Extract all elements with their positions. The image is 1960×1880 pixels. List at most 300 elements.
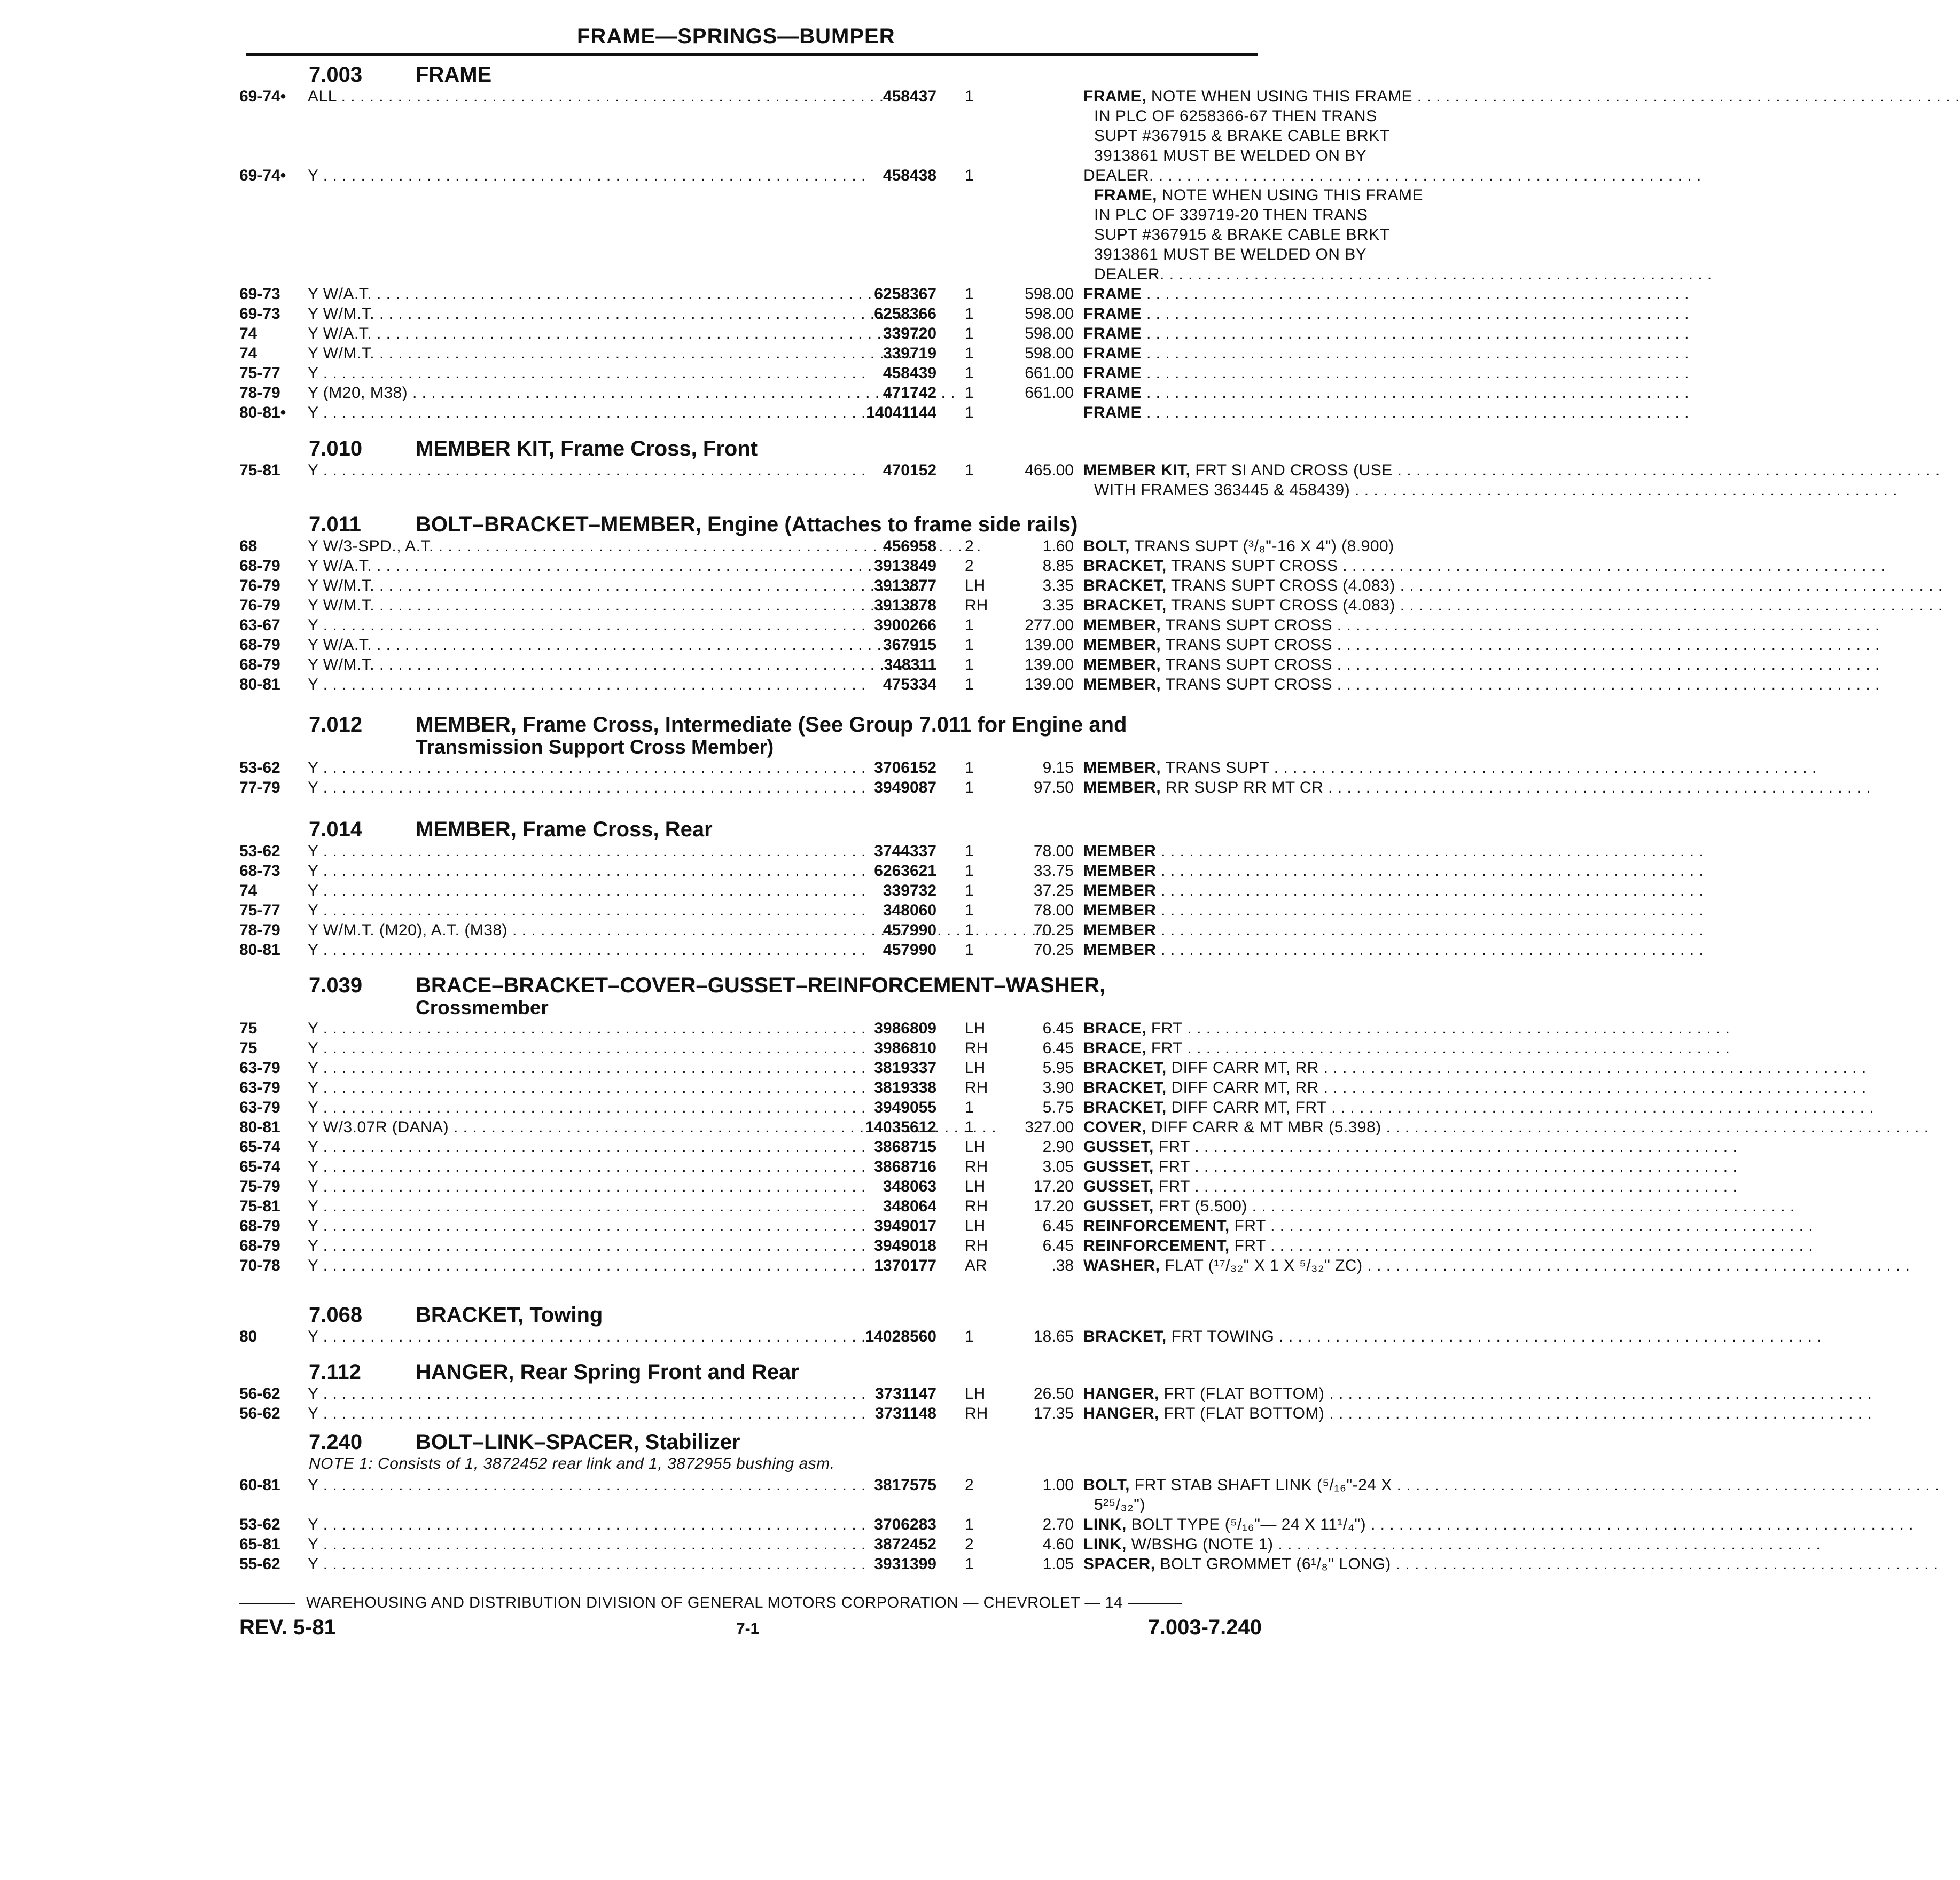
part-number: 3817575 [874, 1476, 936, 1494]
model-text: Y [308, 759, 318, 777]
year-range: 80 [239, 1328, 257, 1345]
part-number: 3913849 [874, 557, 936, 575]
section-note: NOTE 1: Consists of 1, 3872452 rear link and 1, 3872955 bushing asm. [309, 1455, 835, 1472]
list-price: 26.50 [1033, 1385, 1074, 1403]
section-number: 7.014 [309, 818, 363, 841]
model-text: ALL [308, 88, 337, 105]
part-number: 3986809 [874, 1020, 936, 1037]
section-heading [239, 818, 1265, 842]
model-text: Y [308, 842, 318, 860]
description-text: FRT [1229, 1237, 1266, 1255]
description-text: TRANS SUPT CROSS [1161, 656, 1332, 673]
model-application [308, 1476, 829, 1494]
footer-division-line [239, 1594, 1265, 1616]
description-text: DEALER. [1094, 265, 1165, 283]
part-row [239, 779, 1324, 798]
part-description [1094, 226, 1489, 244]
description-keyword: BRACKET, [1083, 597, 1167, 614]
description-text: TRANS SUPT CROSS (4.083) [1166, 577, 1395, 594]
description-text: SUPT #367915 & BRAKE CABLE BRKT [1094, 226, 1390, 244]
description-text: BOLT GROMMET (6¹/₈" LONG) [1155, 1555, 1391, 1573]
section-7-003 [239, 63, 1423, 424]
model-text: Y W/3.07R (DANA) [308, 1118, 449, 1136]
part-description [1083, 1178, 1489, 1196]
model-application [308, 1328, 829, 1346]
description-text: FRT [1153, 1138, 1190, 1156]
year-range: 80-81• [239, 404, 286, 421]
part-description [1083, 1197, 1489, 1216]
list-price: 70.25 [1033, 941, 1074, 959]
section-7-112 [239, 1360, 1325, 1424]
quantity: AR [965, 1257, 987, 1274]
year-range: 68-79 [239, 636, 280, 654]
year-range: 69-73 [239, 305, 280, 323]
list-price: 139.00 [1025, 636, 1074, 654]
section-number: 7.112 [309, 1360, 361, 1384]
description-text: FLAT (¹⁷/₃₂" X 1 X ⁵/₃₂" ZC) [1160, 1257, 1363, 1274]
year-range: 74 [239, 325, 257, 342]
part-description [1094, 186, 1489, 205]
list-price: 139.00 [1025, 656, 1074, 673]
quantity: 1 [965, 285, 974, 303]
model-application [308, 1020, 829, 1038]
part-row [239, 537, 1394, 557]
year-range: 63-79 [239, 1079, 280, 1096]
model-application [308, 1555, 829, 1573]
description-text: TRANS SUPT CROSS [1161, 616, 1332, 634]
part-row [239, 882, 1265, 902]
part-number: 3731147 [874, 1385, 936, 1403]
part-description [1083, 779, 1489, 797]
part-description [1083, 902, 1489, 920]
model-application [308, 1217, 829, 1235]
part-number: 3913878 [874, 597, 936, 614]
description-continuation [239, 265, 1265, 285]
year-range: 80-81 [239, 676, 280, 693]
year-range: 76-79 [239, 597, 280, 614]
description-keyword: MEMBER [1083, 902, 1157, 919]
description-keyword: MEMBER [1083, 842, 1157, 860]
model-application [308, 1059, 829, 1077]
list-price: 3.35 [1042, 597, 1074, 614]
section-7-011 [239, 513, 1395, 695]
quantity: 1 [965, 1328, 974, 1345]
part-description [1083, 676, 1489, 694]
description-keyword: HANGER, [1083, 1385, 1159, 1403]
quantity: RH [965, 1197, 988, 1215]
model-text: Y [308, 1237, 318, 1255]
part-description [1083, 344, 1489, 363]
part-row [239, 557, 1338, 577]
part-row [239, 1138, 1265, 1158]
model-application [308, 1536, 829, 1554]
quantity: 2 [965, 557, 974, 575]
model-text: Y W/M.T. [308, 577, 375, 594]
year-range: 75-77 [239, 902, 280, 919]
list-price: .38 [1051, 1257, 1074, 1274]
description-text: IN PLC OF 339719-20 THEN TRANS [1094, 206, 1368, 224]
year-range: 65-74 [239, 1158, 280, 1176]
part-row [239, 167, 1265, 186]
part-description [1083, 537, 1489, 555]
list-price: 70.25 [1033, 921, 1074, 939]
model-application [308, 1099, 829, 1117]
year-range: 80-81 [239, 941, 280, 959]
part-description [1083, 384, 1489, 402]
description-keyword: FRAME [1083, 305, 1142, 323]
description-keyword: GUSSET, [1083, 1178, 1154, 1195]
quantity: 1 [965, 656, 974, 673]
part-description [1083, 1405, 1489, 1423]
section-title: MEMBER, Frame Cross, Intermediate (See Group 7.011 for Engine and [416, 713, 1127, 737]
description-keyword: MEMBER, [1083, 656, 1161, 673]
part-number: 348064 [883, 1197, 936, 1215]
section-number: 7.039 [309, 974, 363, 997]
model-application [308, 577, 829, 595]
section-heading [239, 513, 1265, 537]
part-row [239, 1328, 1275, 1348]
part-number: 3706152 [874, 759, 936, 777]
part-row [239, 1516, 1366, 1536]
quantity: 1 [965, 1555, 974, 1573]
part-row [239, 1385, 1325, 1405]
model-application [308, 941, 829, 959]
description-keyword: MEMBER KIT, [1083, 461, 1191, 479]
part-description [1083, 1555, 1489, 1573]
year-range: 74 [239, 882, 257, 899]
part-row [239, 88, 1412, 107]
list-price: 3.35 [1042, 577, 1074, 594]
model-text: Y [308, 616, 318, 634]
model-text: Y [308, 1476, 318, 1494]
year-range: 63-67 [239, 616, 280, 634]
description-keyword: BRACKET, [1083, 1328, 1167, 1345]
model-application [308, 557, 829, 575]
model-text: Y W/A.T. [308, 636, 372, 654]
model-application [308, 1197, 829, 1216]
description-text: TRANS SUPT CROSS (4.083) [1166, 597, 1395, 614]
model-text: Y [308, 404, 318, 421]
part-description [1083, 461, 1489, 480]
list-price: 1.05 [1042, 1555, 1074, 1573]
year-range: 68-79 [239, 557, 280, 575]
part-row [239, 616, 1332, 636]
part-row [239, 1178, 1265, 1197]
part-row [239, 676, 1332, 695]
model-text: Y [308, 1197, 318, 1215]
list-price: 277.00 [1025, 616, 1074, 634]
year-range: 68-73 [239, 862, 280, 880]
part-row [239, 1059, 1319, 1079]
part-row [239, 577, 1395, 597]
part-row [239, 842, 1265, 862]
model-application [308, 384, 829, 402]
part-description [1083, 941, 1489, 959]
part-row [239, 1536, 1274, 1555]
description-keyword: REINFORCEMENT, [1083, 1237, 1230, 1255]
section-heading [239, 1430, 1265, 1455]
description-text: FRT [1153, 1178, 1190, 1195]
part-number: 458437 [883, 88, 936, 105]
model-text: Y [308, 1099, 318, 1116]
model-text: Y W/M.T. [308, 305, 375, 323]
model-text: Y [308, 902, 318, 919]
section-title: FRAME [416, 63, 492, 87]
list-price: 139.00 [1025, 676, 1074, 693]
part-number: 348311 [884, 656, 936, 673]
quantity: 2 [965, 1476, 974, 1494]
model-text: Y [308, 1328, 318, 1345]
description-keyword: FRAME, [1083, 88, 1146, 105]
list-price: 2.70 [1042, 1516, 1074, 1533]
description-keyword: REINFORCEMENT, [1083, 1217, 1230, 1235]
part-description [1083, 616, 1489, 634]
part-row [239, 636, 1332, 656]
section-heading [239, 713, 1265, 738]
part-description [1083, 167, 1489, 185]
year-range: 80-81 [239, 1118, 280, 1136]
quantity: 1 [965, 1118, 974, 1136]
model-application [308, 1079, 829, 1097]
year-range: 69-74• [239, 88, 286, 105]
year-range: 55-62 [239, 1555, 280, 1573]
model-application [308, 461, 829, 480]
part-row [239, 1476, 1392, 1496]
model-application [308, 537, 829, 555]
year-range: 70-78 [239, 1257, 280, 1274]
model-application [308, 404, 829, 422]
part-number: 3706283 [874, 1516, 936, 1533]
year-range: 75-79 [239, 1178, 280, 1195]
part-description [1083, 1079, 1489, 1097]
description-keyword: GUSSET, [1083, 1158, 1154, 1176]
year-range: 60-81 [239, 1476, 280, 1494]
quantity: RH [965, 1079, 988, 1096]
list-price: 6.45 [1042, 1020, 1074, 1037]
section-number: 7.240 [309, 1430, 363, 1454]
year-range: 56-62 [239, 1385, 280, 1403]
part-number: 456958 [883, 537, 936, 555]
model-text: Y W/M.T. [308, 344, 375, 362]
model-application [308, 676, 829, 694]
section-7-014 [239, 818, 1265, 961]
year-range: 53-62 [239, 1516, 280, 1533]
description-continuation [239, 206, 1368, 226]
list-price: 6.45 [1042, 1237, 1074, 1255]
description-text: 3913861 MUST BE WELDED ON BY [1094, 246, 1367, 263]
model-text: Y [308, 941, 318, 959]
model-text: Y [308, 1555, 318, 1573]
description-keyword: BRACKET, [1083, 1099, 1167, 1116]
quantity: LH [965, 1059, 986, 1077]
list-price: 33.75 [1033, 862, 1074, 880]
part-row [239, 384, 1265, 404]
part-number: 471742 [883, 384, 936, 402]
section-7-010 [239, 437, 1393, 501]
model-text: Y [308, 1039, 318, 1057]
description-text: RR SUSP RR MT CR [1161, 779, 1324, 796]
part-number: 3868716 [874, 1158, 936, 1176]
description-keyword: MEMBER [1083, 862, 1157, 880]
part-description [1083, 1020, 1489, 1038]
model-text: Y [308, 1079, 318, 1096]
quantity: 1 [965, 384, 974, 402]
part-description [1094, 246, 1489, 264]
quantity: 1 [965, 344, 974, 362]
description-continuation [239, 226, 1390, 246]
list-price: 17.20 [1033, 1178, 1074, 1195]
description-text: 3913861 MUST BE WELDED ON BY [1094, 147, 1367, 164]
title-rule [246, 53, 1258, 56]
part-row [239, 1020, 1265, 1039]
model-text: Y [308, 779, 318, 796]
year-range: 78-79 [239, 384, 280, 402]
description-text: W/BSHG (NOTE 1) [1126, 1536, 1274, 1553]
quantity: 1 [965, 325, 974, 342]
part-row [239, 1197, 1265, 1217]
model-application [308, 1516, 829, 1534]
group-range: 7.003-7.240 [1147, 1616, 1262, 1639]
part-description [1083, 1099, 1489, 1117]
quantity: 2 [965, 1536, 974, 1553]
model-application [308, 862, 829, 880]
year-range: 68 [239, 537, 257, 555]
section-title: MEMBER, Frame Cross, Rear [416, 818, 713, 841]
description-text: FRT STAB SHAFT LINK (⁵/₁₆"-24 X [1129, 1476, 1392, 1494]
section-7-012 [239, 713, 1324, 798]
part-description [1083, 1385, 1489, 1403]
part-description [1094, 107, 1489, 126]
part-number: 3986810 [874, 1039, 936, 1057]
quantity: 1 [965, 842, 974, 860]
part-number: 3949017 [874, 1217, 936, 1235]
revision-label: REV. 5-81 [239, 1616, 336, 1639]
part-number: 1370177 [874, 1257, 936, 1274]
model-application [308, 759, 829, 777]
description-keyword: MEMBER, [1083, 779, 1161, 796]
section-heading [239, 437, 1265, 461]
list-price: 1.00 [1042, 1476, 1074, 1494]
description-keyword: LINK, [1083, 1536, 1127, 1553]
part-description [1083, 1328, 1489, 1346]
description-keyword: MEMBER [1083, 882, 1157, 899]
description-keyword: FRAME [1083, 325, 1142, 342]
section-number: 7.010 [309, 437, 363, 460]
model-application [308, 1178, 829, 1196]
model-application [308, 597, 829, 615]
description-continuation [239, 186, 1423, 206]
model-text: Y [308, 1138, 318, 1156]
section-heading [239, 63, 1265, 88]
part-description [1083, 1059, 1489, 1077]
section-7-240 [239, 1430, 1392, 1575]
page-title: FRAME—SPRINGS—BUMPER [577, 25, 895, 48]
description-text: FRT TOWING [1166, 1328, 1275, 1345]
model-text: Y W/3-SPD., A.T. [308, 537, 434, 555]
description-keyword: COVER, [1083, 1118, 1147, 1136]
model-text: Y W/M.T. (M20), A.T. (M38) [308, 921, 508, 939]
section-number: 7.003 [309, 63, 363, 87]
description-keyword: BRACKET, [1083, 1059, 1167, 1077]
year-range: 63-79 [239, 1059, 280, 1077]
description-keyword: MEMBER, [1083, 676, 1161, 693]
description-keyword: BOLT, [1083, 1476, 1130, 1494]
model-text: Y [308, 1257, 318, 1274]
year-range: 77-79 [239, 779, 280, 796]
description-keyword: MEMBER [1083, 921, 1157, 939]
description-keyword: FRAME [1083, 404, 1142, 421]
part-number: 457990 [883, 941, 936, 959]
part-description [1083, 656, 1489, 674]
list-price: 598.00 [1025, 285, 1074, 303]
model-text: Y [308, 862, 318, 880]
quantity: 1 [965, 364, 974, 382]
description-keyword: MEMBER [1083, 941, 1157, 959]
model-text: Y [308, 1059, 318, 1077]
model-application [308, 921, 829, 939]
part-description [1083, 404, 1489, 422]
description-keyword: WASHER, [1083, 1257, 1160, 1274]
part-description [1083, 1217, 1489, 1235]
list-price: 3.05 [1042, 1158, 1074, 1176]
quantity: 1 [965, 902, 974, 919]
part-number: 475334 [883, 676, 936, 693]
part-number: 3868715 [874, 1138, 936, 1156]
list-price: 5.75 [1042, 1099, 1074, 1116]
part-row [239, 1217, 1265, 1237]
part-description [1083, 921, 1489, 939]
model-text: Y [308, 461, 318, 479]
footer-right-rule [1128, 1603, 1182, 1604]
section-7-068 [239, 1303, 1275, 1348]
part-description [1083, 364, 1489, 382]
part-number: 3913877 [874, 577, 936, 594]
part-description [1083, 882, 1489, 900]
list-price: 598.00 [1025, 344, 1074, 362]
year-range: 68-79 [239, 656, 280, 673]
list-price: 1.60 [1042, 537, 1074, 555]
quantity: 1 [965, 1516, 974, 1533]
model-application [308, 779, 829, 797]
model-text: Y [308, 676, 318, 693]
list-price: 598.00 [1025, 305, 1074, 323]
quantity: LH [965, 1020, 986, 1037]
description-keyword: BRACE, [1083, 1020, 1147, 1037]
model-application [308, 325, 829, 343]
model-text: Y [308, 1158, 318, 1176]
description-keyword: FRAME [1083, 384, 1142, 402]
quantity: LH [965, 1385, 986, 1403]
description-text: FRT (FLAT BOTTOM) [1159, 1385, 1325, 1403]
part-row [239, 305, 1265, 325]
description-text: TRANS SUPT CROSS [1161, 636, 1332, 654]
list-price: 661.00 [1025, 384, 1074, 402]
description-text: NOTE WHEN USING THIS FRAME [1146, 88, 1412, 105]
quantity: RH [965, 597, 988, 614]
model-text: Y [308, 364, 318, 382]
list-price: 8.85 [1042, 557, 1074, 575]
year-range: 63-79 [239, 1099, 280, 1116]
description-text: DEALER. [1083, 167, 1154, 184]
part-description [1083, 577, 1489, 595]
description-keyword: BRACKET, [1083, 557, 1167, 575]
part-number: 6258367 [874, 285, 936, 303]
list-price: 465.00 [1025, 461, 1074, 479]
part-number: 3931399 [874, 1555, 936, 1573]
quantity: 1 [965, 167, 974, 184]
part-row [239, 902, 1265, 921]
quantity: 1 [965, 779, 974, 796]
